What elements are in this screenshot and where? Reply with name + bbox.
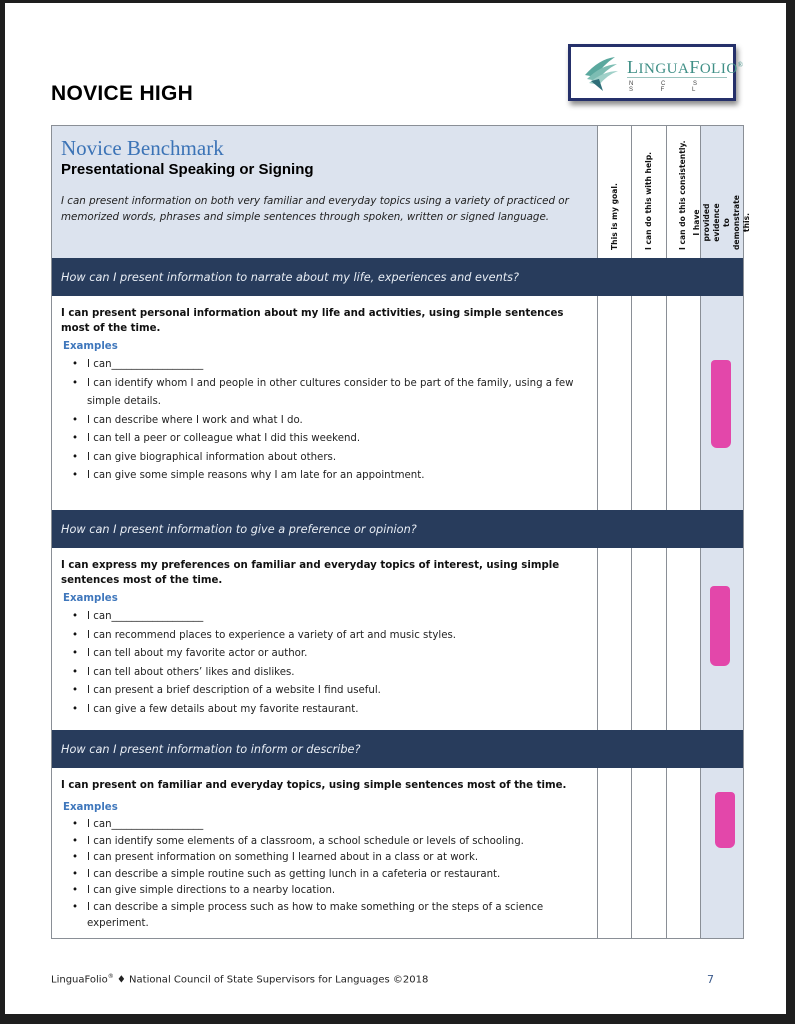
examples-label: Examples [63,341,118,352]
checkbox-evidence[interactable] [701,548,743,730]
checkbox-consistently[interactable] [667,768,701,938]
linguafolio-logo [568,44,744,101]
column-header-label: This is my goal. [609,183,619,250]
section-row [52,548,743,730]
checkbox-goal[interactable] [598,296,632,510]
checkbox-consistently[interactable] [667,548,701,730]
examples-label: Examples [63,593,118,604]
highlighter-mark [711,360,731,448]
examples-list [61,356,587,486]
column-header-evidence [692,126,752,258]
example-item: • I can present a brief description of a website I find useful. [87,682,587,701]
example-item: • I can tell about my favorite actor or author. [87,645,587,664]
section-question: How can I present information to inform or describe? [52,730,743,768]
example-item: • I can identify some elements of a classroom, a school schedule or levels of schooling. [87,834,587,851]
highlighter-mark [710,586,730,666]
checkbox-goal[interactable] [598,548,632,730]
example-item: • I can describe a simple routine such as getting lunch in a cafeteria or restaurant. [87,867,587,884]
page-number: 7 [707,973,714,986]
example-item: • I can describe a simple process such as how to make something or the steps of a science experiment. [87,900,587,933]
example-item: • I can tell a peer or colleague what I did this weekend. [87,430,587,449]
can-do-statement: I can express my preferences on familiar and everyday topics of interest, using simple sentences most of the time. [61,560,560,586]
logo-org: N C S S F L [629,81,711,93]
column-header-goal [598,126,632,258]
checkbox-with-help[interactable] [632,296,666,510]
section-question: How can I present information to narrate about my life, experiences and events? [52,258,743,296]
example-item: • I can give simple directions to a nearby location. [87,883,587,900]
checkbox-with-help[interactable] [632,548,666,730]
logo-divider [627,77,727,78]
benchmark-title: Novice Benchmark [61,136,224,160]
example-item: • I can__________________ [87,608,587,627]
section-question: How can I present information to give a preference or opinion? [52,510,743,548]
document-page [5,3,786,1014]
section-row [52,296,743,510]
example-item: • I can recommend places to experience a variety of art and music styles. [87,627,587,646]
logo-wing-icon [581,53,621,93]
logo-wordmark: LINGUAFOLIO® [627,57,744,77]
footer-text: National Council of State Supervisors for Languages ©2018 [129,974,429,986]
table-header [52,126,752,258]
example-item: • I can tell about others’ likes and dislikes. [87,664,587,683]
example-item: • I can identify whom I and people in other cultures consider to be part of the family, using a few simple details. [87,375,587,412]
examples-label: Examples [63,802,118,813]
example-item: • I can__________________ [87,356,587,375]
mode-title: Presentational Speaking or Signing [61,161,314,178]
diamond-separator-icon: ♦ [116,974,126,986]
checkbox-evidence[interactable] [701,768,743,938]
section-content [52,296,598,510]
checkbox-with-help[interactable] [632,768,666,938]
highlighter-mark [715,792,735,848]
example-item: • I can give a few details about my favorite restaurant. [87,701,587,720]
footer-brand: LinguaFolio [51,974,108,986]
column-header-with-help [632,126,666,258]
can-do-statement: I can present personal information about my life and activities, using simple sentences most of the time. [61,308,564,334]
examples-list [61,608,587,719]
checkbox-consistently[interactable] [667,296,701,510]
checkbox-goal[interactable] [598,768,632,938]
column-header-label: I can do this with help. [643,151,653,250]
section-row [52,768,743,938]
benchmark-header [52,126,598,258]
example-item: • I can describe where I work and what I do. [87,412,587,431]
example-item: • I can present information on something I learned about in a class or at work. [87,850,587,867]
can-do-statement: I can present on familiar and everyday topics, using simple sentences most of the time. [61,780,567,791]
benchmark-description: I can present information on both very familiar and everyday topics using a variety of practiced or memorized words, phrases and simple sentences through spoken, written or signed language. [61,195,569,223]
checkbox-evidence[interactable] [701,296,743,510]
section-content [52,768,598,938]
footer [51,973,428,985]
level-title: NOVICE HIGH [51,82,194,105]
example-item: • I can__________________ [87,817,587,834]
benchmark-table [51,125,752,939]
example-item: • I can give some simple reasons why I am late for an appointment. [87,467,587,486]
column-header-label: I can do this consistently. [678,140,688,250]
registered-mark: ® [107,973,114,980]
column-header-label: I have provided evidence to demonstrate this. [692,195,752,250]
section-content [52,548,598,730]
example-item: • I can give biographical information about others. [87,449,587,468]
examples-list [61,817,587,933]
